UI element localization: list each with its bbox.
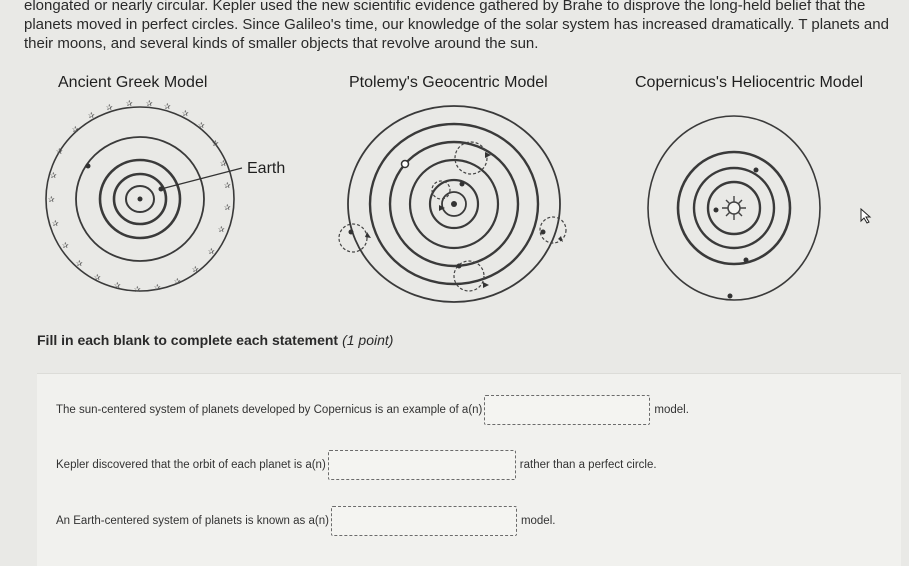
svg-text:✰: ✰ xyxy=(182,109,189,118)
statement-1-before: The sun-centered system of planets developed by Copernicus is an example of a(n) xyxy=(56,404,483,416)
greek-model-diagram xyxy=(40,96,290,302)
statement-1 xyxy=(56,395,689,425)
svg-text:✰: ✰ xyxy=(192,265,199,274)
svg-text:✰: ✰ xyxy=(154,283,161,292)
statement-2-after: rather than a perfect circle. xyxy=(519,459,657,471)
svg-text:✰: ✰ xyxy=(220,159,227,168)
instructions-text: Fill in each blank to complete each statement xyxy=(37,332,339,348)
svg-text:✰: ✰ xyxy=(94,273,101,282)
copernicus-model-diagram xyxy=(638,110,828,310)
greek-model-title: Ancient Greek Model xyxy=(58,74,208,91)
intro-paragraph: elongated or nearly circular. Kepler used the new scientific evidence gathered by Brahe to disprove the long-held belief that the planets moved in perfect circles. Since Galileo's time, our knowledge of the solar system has increased dramatically. T planets and their moons, and several kinds of smaller objects that revolve around the sun. xyxy=(24,0,889,52)
blank-input-3[interactable] xyxy=(331,506,517,536)
statement-3 xyxy=(56,506,555,536)
svg-text:✰: ✰ xyxy=(52,219,59,228)
copernicus-model-title: Copernicus's Heliocentric Model xyxy=(635,74,864,91)
svg-text:✰: ✰ xyxy=(50,171,57,180)
points-label: (1 point) xyxy=(342,332,394,348)
statement-3-after: model. xyxy=(520,515,556,527)
svg-text:✰: ✰ xyxy=(48,195,55,204)
svg-text:✰: ✰ xyxy=(56,147,63,156)
svg-text:✰: ✰ xyxy=(164,102,171,111)
svg-text:✰: ✰ xyxy=(208,247,215,256)
blank-input-1[interactable] xyxy=(484,395,650,425)
mouse-pointer-icon xyxy=(860,208,874,224)
statement-2 xyxy=(56,450,657,480)
svg-text:✰: ✰ xyxy=(224,181,231,190)
svg-text:✰: ✰ xyxy=(88,111,95,120)
svg-text:✰: ✰ xyxy=(146,99,153,108)
ptolemy-model-diagram xyxy=(337,104,571,316)
blank-input-2[interactable] xyxy=(328,450,516,480)
svg-text:✰: ✰ xyxy=(76,259,83,268)
earth-label: Earth xyxy=(247,160,286,177)
svg-text:✰: ✰ xyxy=(198,121,205,130)
statement-2-before: Kepler discovered that the orbit of each planet is a(n) xyxy=(56,459,326,471)
ptolemy-model-title: Ptolemy's Geocentric Model xyxy=(349,74,548,91)
svg-text:✰: ✰ xyxy=(114,281,121,290)
svg-text:✰: ✰ xyxy=(126,99,133,108)
svg-text:✰: ✰ xyxy=(218,225,225,234)
svg-text:✰: ✰ xyxy=(72,125,79,134)
svg-text:✰: ✰ xyxy=(212,139,219,148)
statement-3-before: An Earth-centered system of planets is known as a(n) xyxy=(56,515,329,527)
instructions xyxy=(37,332,393,348)
svg-text:✰: ✰ xyxy=(106,103,113,112)
svg-text:✰: ✰ xyxy=(224,203,231,212)
svg-text:✰: ✰ xyxy=(174,277,181,286)
svg-text:✰: ✰ xyxy=(62,241,69,250)
statement-1-after: model. xyxy=(654,404,689,416)
svg-text:✰: ✰ xyxy=(134,285,141,294)
